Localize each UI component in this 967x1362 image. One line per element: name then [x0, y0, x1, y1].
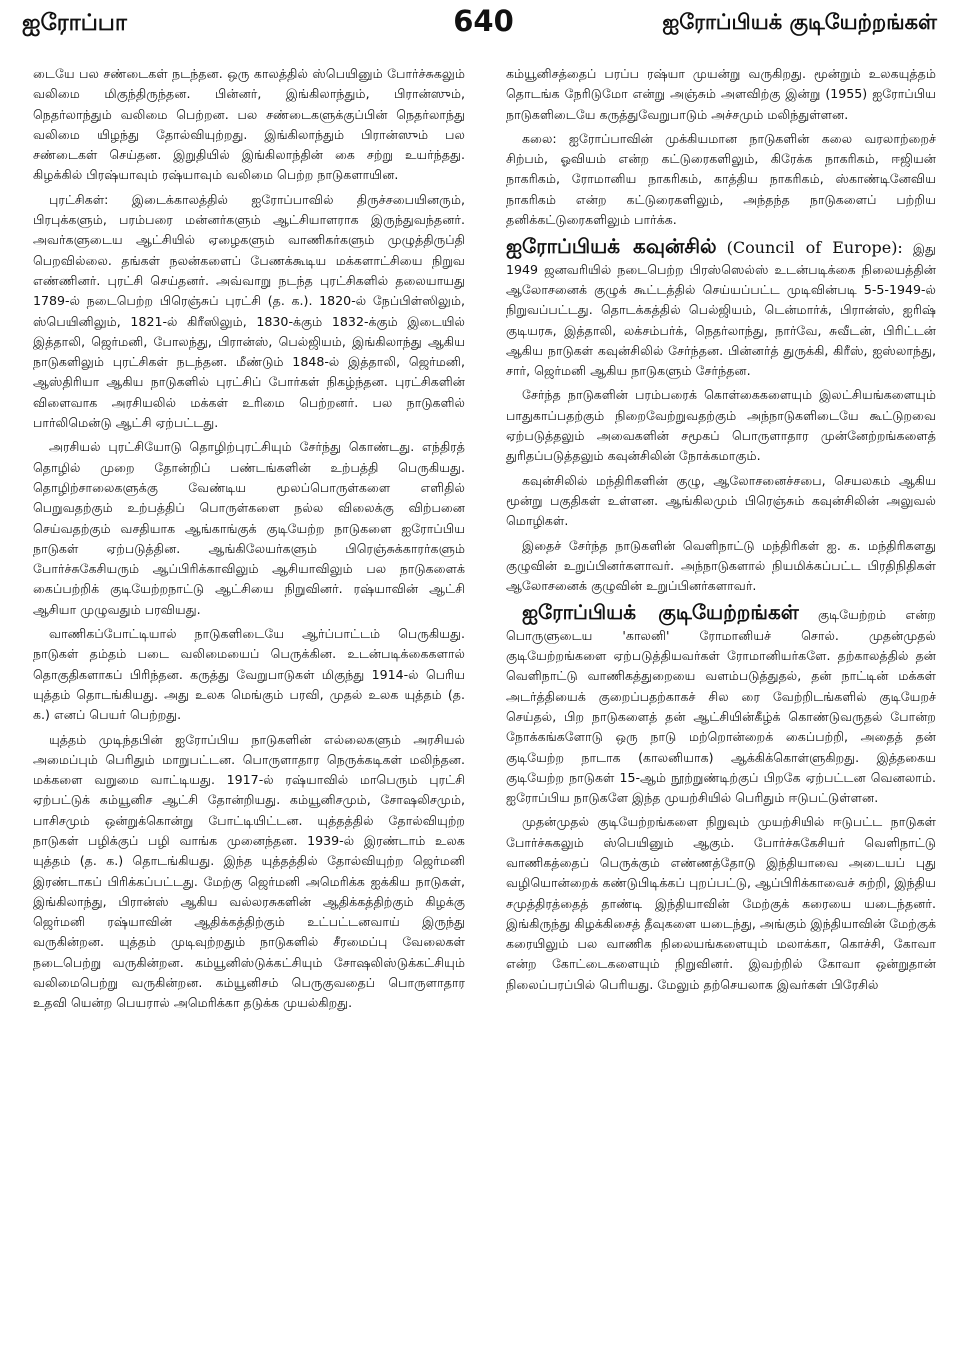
paragraph: கலை: ஐரோப்பாவின் முக்கியமான நாடுகளின் கலை வரலாற்றைச் சிற்பம், ஓவியம் என்ற கட்டுரைகளிலும், கிரேக்க நாகரிகம், ஈஜியன் நாகரிகம், ரோமானிய நாகரிகம், காத்திய நாகரிகம், ஸ்காண்டினேவிய நாகரிகம் என்ற கட்டுரைகளிலும், அந்தந்த நாடுகளைப் பற்றிய தனிக்கட்டுரைகளிலும் பார்க்க. [506, 130, 936, 228]
left-column [33, 64, 465, 1356]
entry-heading-latin: (Council of Europe): [726, 238, 903, 258]
running-header-right: ஐரோப்பியக் குடியேற்றங்கள் [662, 10, 937, 34]
paragraph: முதன்முதல் குடியேற்றங்களை நிறுவும் முயற்சியில் ஈடுபட்ட நாடுகள் போர்ச்சுகலும் ஸ்பெயினும் ஆகும். போர்ச்சுகேசியர் வெளிநாட்டு வாணிகத்தைப் பெருக்கும் எண்ணத்தோடு இந்தியாவை அடையப் புது வழியொன்றைக் கண்டுபிடிக்கப் புறப்பட்டு, ஆப்பிரிக்காவைச் சுற்றி, இந்திய சமுத்திரத்தைத் தாண்டி இந்தியாவின் மேற்குக் கரையை யடைந்தனர். இங்கிருந்து கிழக்கிசைத் தீவுகளை யடைந்து, அங்கும் இந்தியாவின் மேற்குக் கரையிலும் பல வாணிக நிலையங்களையும் மலாக்கா, கொச்சி, கோவா என்ற கோட்டைகளையும் நிறுவினர். இவற்றில் கோவா ஒன்றுதான் நிலைப்பரப்பில் பெரியது. மேலும் தற்செயலாக இவர்கள் பிரேசில் [506, 814, 936, 992]
entry-heading: ஐரோப்பியக் குடியேற்றங்கள் [522, 600, 799, 625]
entry-european-colonies [506, 600, 936, 808]
paragraph: புரட்சிகள்: இடைக்காலத்தில் ஐரோப்பாவில் திருச்சபையினரும், பிரபுக்களும், பரம்பரை மன்னர்களும் ஆட்சியாளராக இருந்துவந்தனர். அவர்களுடைய ஆட்சியில் ஏழைகளும் வாணிகர்களும் முழுத்திருப்தி பெறவில்லை. தங்கள் நலன்களைப் பேணக்கூடிய மக்களாட்சியை நிறுவ எண்ணினர். புரட்சி செய்தனர். அவ்வாறு நடந்த புரட்சிகளில் தலையாயது 1789-ல் நடைபெற்ற பிரெஞ்சுப் புரட்சி (த. க.). 1820-ல் நேப்பிள்ஸிலும், ஸ்பெயினிலும், 1821-ல் கிரீஸிலும், 1830-க்கும் 1832-க்கும் இடையில் இத்தாலி, ஜெர்மனி, போலந்து, பிரான்ஸ், பெல்ஜியம், இங்கிலாந்து ஆகிய நாடுகளிலும் புரட்சிகள் நடந்தன. மீண்டும் 1848-ல் இத்தாலி, ஜெர்மனி, ஆஸ்திரியா ஆகிய நாடுகளில் புரட்சிப் போர்கள் நிகழ்ந்தன. புரட்சிகளின் விளைவாக அரசியலில் மக்கள் உரிமை பெற்றனர். பல நாடுகளில் பார்லிமென்டு ஆட்சி ஏற்பட்டது. [33, 191, 465, 431]
paragraph: இதைச் சேர்ந்த நாடுகளின் வெளிநாட்டு மந்திரிகள் ஐ. க. மந்திரிகளது குழுவின் உறுப்பினர்களாவர். அந்நாடுகளால் நியமிக்கப்பட்ட பிரதிநிதிகள் ஆலோசனைக் குழுவின் உறுப்பினர்களாவர். [506, 537, 936, 594]
right-column [506, 64, 936, 1356]
entry-text: குடியேற்றம் என்ற பொருளுடைய 'காலனி' ரோமானியச் சொல். முதன்முதல் குடியேற்றங்களை ஏற்படுத்தியவர்கள் ரோமானியர்களே. தற்காலத்தில் தன் வெளிநாட்டு வாணிகத்துறையை வளம்படுத்துதல், தன் நாட்டின் மக்கள் அடர்த்தியைக் குறைப்பதற்காகச் சில ரை வேற்றிடங்களில் குடியேறச் செய்தல், பிற நாடுகளைத் தன் ஆட்சியின்கீழ்க் கொண்டுவருதல் போன்ற நோக்கங்களோடு ஒரு நாடு மற்றொன்றைக் கைப்பற்றி, அதைத் தன் குடியேற்ற நாடாக (காலனியாக) ஆக்கிக்கொள்ளுகிறது. இத்தகைய குடியேற்ற நாடுகள் 15-ஆம் நூற்றுண்டிற்குப் பிறகே ஏற்பட்டன வெனலாம். ஐரோப்பிய நாடுகளே இந்த முயற்சியில் பெரிதும் ஈடுபட்டுள்ளன. [506, 607, 936, 806]
paragraph: வாணிகப்போட்டியால் நாடுகளிடையே ஆர்ப்பாட்டம் பெருகியது. நாடுகள் தம்தம் படை வலிமையைப் பெருக்கின. உடன்படிக்கைகளால் தொகுதிகளாகப் பிரிந்தன. கருத்து வேறுபாடுகள் மிகுந்து 1914-ல் பெரிய யுத்தம் தொடங்கியது. அது உலக மெங்கும் பரவி, முதல் உலக யுத்தம் (த. க.) எனப் பெயர் பெற்றது. [33, 626, 465, 723]
paragraph: யுத்தம் முடிந்தபின் ஐரோப்பிய நாடுகளின் எல்லைகளும் அரசியல் அமைப்பும் பெரிதும் மாறுபட்டன. பொருளாதார நெருக்கடிகள் மலிந்தன. மக்களை வறுமை வாட்டியது. 1917-ல் ரஷ்யாவில் மாபெரும் புரட்சி ஏற்பட்டுக் கம்யூனிச ஆட்சி தோன்றியது. கம்யூனிசமும், சோஷலிசமும், பாசிசமும் ஒன்றுக்கொன்று போட்டியிட்டன. யுத்தத்தில் தோல்வியுற்ற நாடுகள் பழிக்குப் பழி வாங்க முனைந்தன. 1939-ல் இரண்டாம் உலக யுத்தம் (த. க.) தொடங்கியது. இந்த யுத்தத்தில் தோல்வியுற்ற ஜெர்மனி இரண்டாகப் பிரிக்கப்பட்டது. மேற்கு ஜெர்மனி அமெரிக்க ஐக்கிய நாடுகள், இங்கிலாந்து, பிரான்ஸ் ஆகிய வல்லரசுகளின் ஆதிக்கத்திற்கும் கிழக்கு ஜெர்மனி ரஷ்யாவின் ஆதிக்கத்திற்கும் உட்பட்டனவாய் இருந்து வருகின்றன. யுத்தம் முடிவுற்றதும் நாடுகளில் சீரமைப்பு வேலைகள் நடைபெற்று வருகின்றன. கம்யூனிஸ்டுக்கட்சியும் சோஷலிஸ்டுக்கட்சியும் வலிமைபெற்று வருகின்றன. கம்யூனிசம் பெருகுவதைப் பொருளாதார உதவி யென்ற பெயரால் அமெரிக்கா தடுக்க முயல்கிறது. [33, 731, 465, 1011]
entry-council-of-europe [506, 234, 936, 381]
entry-heading: ஐரோப்பியக் கவுன்சில் [506, 234, 717, 259]
entry-text: இது 1949 ஜனவரியில் நடைபெற்ற பிரஸ்ஸெல்ஸ் உடன்படிக்கை நிலையத்தின் ஆலோசனைக் குழுக் கூட்டத்தில் செய்யப்பட்ட முடிவின்படி 5-5-1949-ல் நிறுவப்பட்டது. தொடக்கத்தில் பெல்ஜியம், டென்மார்க், பிரான்ஸ், ஐரிஷ் குடியரசு, இத்தாலி, லக்சம்பர்க், நெதர்லாந்து, நார்வே, சுவீடன், பிரிட்டன் ஆகிய நாடுகள் கவுன்சிலில் சேர்ந்தன. பின்னர்த் துருக்கி, கிரீஸ், ஐஸ்லாந்து, சார், ஜெர்மனி ஆகிய நாடுகளும் சேர்ந்தன. [506, 241, 936, 379]
paragraph: டையே பல சண்டைகள் நடந்தன. ஒரு காலத்தில் ஸ்பெயினும் போர்ச்சுகலும் வலிமை மிகுந்திருந்தன. பின்னர், இங்கிலாந்தும், பிரான்ஸும், நெதர்லாந்தும் வலிமை பெற்றன. பல சண்டைகளுக்குப்பின் நெதர்லாந்து வலிமை யிழந்து தோல்வியுற்றது. இங்கிலாந்தும் பிரான்ஸும் பல சண்டைகள் செய்தன. இறுதியில் இங்கிலாந்தின் கை சற்று உயர்ந்தது. கிழக்கில் பிரஷ்யாவும் ரஷ்யாவும் வலிமை பெற்ற நாடுகளாயின. [33, 66, 465, 183]
paragraph: கவுன்சிலில் மந்திரிகளின் குழு, ஆலோசனைச்சபை, செயலகம் ஆகிய மூன்று பகுதிகள் உள்ளன. ஆங்கிலமும் பிரெஞ்சும் கவுன்சிலின் அலுவல் மொழிகள். [506, 472, 936, 529]
paragraph: கம்யூனிசத்தைப் பரப்ப ரஷ்யா முயன்று வருகிறது. மூன்றும் உலகயுத்தம் தொடங்க நேரிடுமோ என்று அஞ்சும் அளவிற்கு இன்று (1955) ஐரோப்பிய நாடுகளிடையே கருத்துவேறுபாடும் அச்சமும் மலிந்துள்ளன. [506, 66, 936, 122]
page-number: 640 [453, 4, 514, 38]
paragraph: சேர்ந்த நாடுகளின் பரம்பரைக் கொள்கைகளையும் இலட்சியங்களையும் பாதுகாப்பதற்கும் நிறைவேற்றுவதற்கும் அந்நாடுகளிடையே கூட்டுறவை ஏற்படுத்தலும் அவைகளின் சமூகப் பொருளாதார முன்னேற்றங்களைத் துரிதப்படுத்தலும் கவுன்சிலின் நோக்கமாகும். [506, 387, 936, 464]
paragraph: அரசியல் புரட்சியோடு தொழிற்புரட்சியும் சேர்ந்து கொண்டது. எந்திரத் தொழில் முறை தோன்றிப் பண்டங்களின் உற்பத்தி பெருகியது. தொழிற்சாலைகளுக்கு வேண்டிய மூலப்பொருள்களை எளிதில் பெறுவதற்கும் உற்பத்திப் பொருள்களை நல்ல விலைக்கு விற்பனை செய்வதற்கும் வசதியாக ஆங்காங்குக் குடியேற்ற நாடுகளை ஐரோப்பிய நாடுகள் ஏற்படுத்தின. ஆங்கிலேயர்களும் பிரெஞ்சுக்காரர்களும் போர்ச்சுகேசியரும் ஆப்பிரிக்காவிலும் ஆசியாவிலும் பல நாடுகளைக் கைப்பற்றிக் குடியேற்றநாட்டு ஆட்சியை நிறுவினர். ரஷ்யாவின் ஆட்சி ஆசியா முழுவதும் பரவியது. [33, 439, 465, 617]
running-header-left: ஐரோப்பா [22, 10, 127, 36]
